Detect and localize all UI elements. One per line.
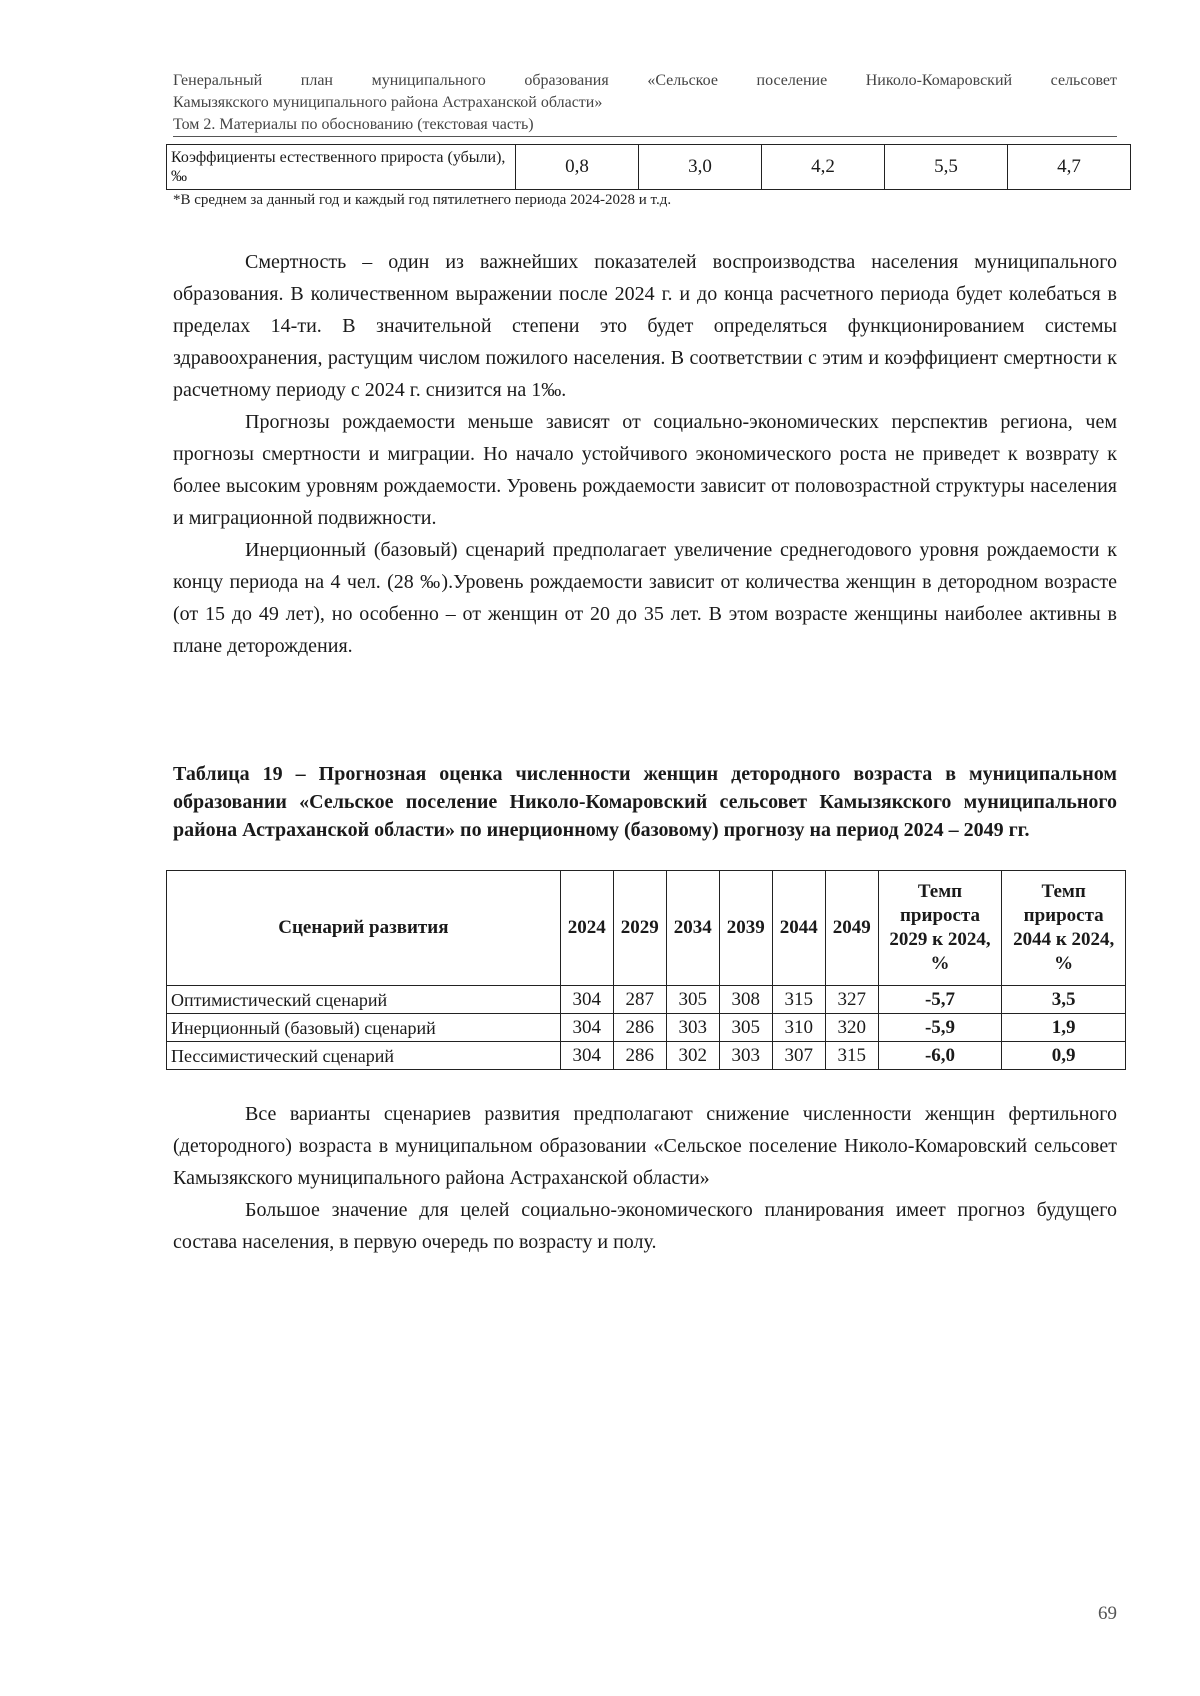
row-label: Пессимистический сценарий (167, 1042, 561, 1070)
table-cell: 1,9 (1002, 1014, 1126, 1042)
header-line: Том 2. Материалы по обоснованию (текстовая часть) (173, 114, 1117, 137)
table-cell: 5,5 (885, 145, 1008, 190)
table-cell: 308 (719, 986, 772, 1014)
column-header: 2044 (772, 871, 825, 986)
table-cell: 303 (666, 1014, 719, 1042)
row-label: Коэффициенты естественного прироста (убыли), ‰ (167, 145, 516, 190)
table-cell: 315 (825, 1042, 878, 1070)
table-cell: 303 (719, 1042, 772, 1070)
header-line: Камызякского муниципального района Астраханской области» (173, 94, 603, 111)
page-number: 69 (1098, 1603, 1117, 1624)
row-label: Оптимистический сценарий (167, 986, 561, 1014)
table-cell: 305 (666, 986, 719, 1014)
column-header: Темп прироста 2044 к 2024, % (1002, 871, 1126, 986)
header-line: Генеральный план муниципального образования «Сельское поселение Николо-Комаровский сельсовет (173, 72, 1117, 89)
table-cell: 304 (560, 1014, 613, 1042)
table-cell: 304 (560, 1042, 613, 1070)
table-row (167, 986, 1126, 1014)
natural-growth-table (166, 144, 1131, 190)
table-cell: 0,8 (516, 145, 639, 190)
running-header (173, 70, 1117, 137)
column-header: 2029 (613, 871, 666, 986)
paragraph: Большое значение для целей социально-экономического планирования имеет прогноз будущего состава населения, в первую очередь по возрасту и полу. (173, 1199, 1117, 1253)
table-cell: 4,7 (1008, 145, 1131, 190)
column-header: Сценарий развития (167, 871, 561, 986)
table-footnote: *В среднем за данный год и каждый год пятилетнего периода 2024-2028 и т.д. (173, 192, 672, 208)
column-header: 2049 (825, 871, 878, 986)
column-header: 2024 (560, 871, 613, 986)
column-header: 2034 (666, 871, 719, 986)
table-cell: 307 (772, 1042, 825, 1070)
table-cell: 286 (613, 1014, 666, 1042)
paragraph: Прогнозы рождаемости меньше зависят от социально-экономических перспектив региона, чем прогнозы смертности и миграции. Но начало устойчивого экономического роста не приведет к возврату к более высоким уровням рождаемости. Уровень рождаемости зависит от половозрастной структуры населения и миграционной подвижности. (173, 411, 1117, 529)
women-fertile-age-table (166, 870, 1126, 1070)
table-cell: 305 (719, 1014, 772, 1042)
row-label: Инерционный (базовый) сценарий (167, 1014, 561, 1042)
body-text-section (173, 1098, 1117, 1258)
table-cell: 0,9 (1002, 1042, 1126, 1070)
table-header-row (167, 871, 1126, 986)
table-caption: Таблица 19 – Прогнозная оценка численности женщин детородного возраста в муниципальном образовании «Сельское поселение Николо-Комаровский сельсовет Камызякского муниципального района Астраханской области» по инерционному (базовому) прогнозу на период 2024 – 2049 гг. (173, 763, 1117, 841)
table-cell: 327 (825, 986, 878, 1014)
table-row (167, 1042, 1126, 1070)
table-cell: 320 (825, 1014, 878, 1042)
paragraph: Инерционный (базовый) сценарий предполагает увеличение среднегодового уровня рождаемости к концу периода на 4 чел. (28 ‰).Уровень рождаемости зависит от количества женщин в детородном возрасте (от 15 до 49 лет), но особенно – от женщин от 20 до 35 лет. В этом возрасте женщины наиболее активны в плане деторождения. (173, 539, 1117, 657)
table-cell: 310 (772, 1014, 825, 1042)
table-cell: 3,5 (1002, 986, 1126, 1014)
table-cell: 3,0 (639, 145, 762, 190)
table-row (167, 1014, 1126, 1042)
table-cell: 286 (613, 1042, 666, 1070)
table-cell: -6,0 (878, 1042, 1002, 1070)
table-cell: 315 (772, 986, 825, 1014)
table-cell: 304 (560, 986, 613, 1014)
table-row (167, 145, 1131, 190)
table-cell: 4,2 (762, 145, 885, 190)
paragraph: Смертность – один из важнейших показателей воспроизводства населения муниципального образования. В количественном выражении после 2024 г. и до конца расчетного периода будет колебаться в пределах 14-ти. В значительной степени это будет определяться функционированием системы здравоохранения, растущим числом пожилого населения. В соответствии с этим и коэффициент смертности к расчетному периоду с 2024 г. снизится на 1‰. (173, 251, 1117, 401)
table-cell: -5,7 (878, 986, 1002, 1014)
table-cell: 287 (613, 986, 666, 1014)
body-text-section (173, 246, 1117, 662)
column-header: 2039 (719, 871, 772, 986)
table-cell: 302 (666, 1042, 719, 1070)
table-cell: -5,9 (878, 1014, 1002, 1042)
column-header: Темп прироста 2029 к 2024, % (878, 871, 1002, 986)
paragraph: Все варианты сценариев развития предполагают снижение численности женщин фертильного (детородного) возраста в муниципальном образовании «Сельское поселение Николо-Комаровский сельсовет Камызякского муниципального района Астраханской области» (173, 1103, 1117, 1189)
